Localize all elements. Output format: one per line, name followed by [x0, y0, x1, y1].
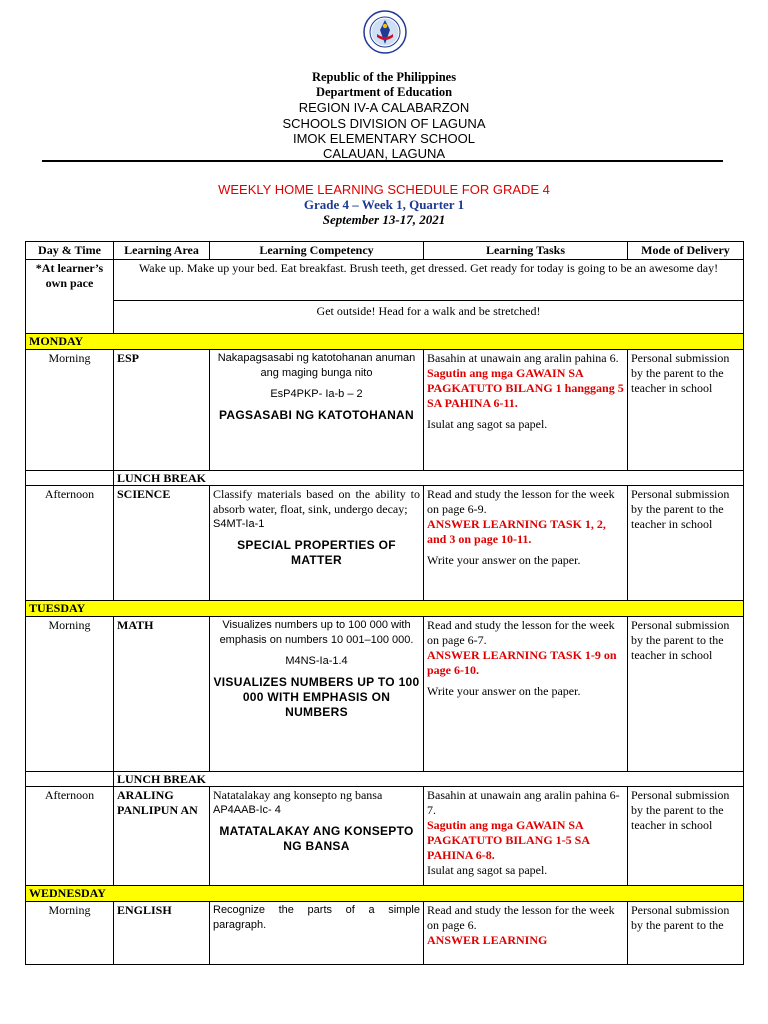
- area-cell: MATH: [114, 617, 210, 772]
- header-learning-competency: Learning Competency: [210, 242, 424, 260]
- competency-title: MATATALAKAY ANG KONSEPTO NG BANSA: [219, 824, 414, 853]
- time-cell: Morning: [26, 350, 114, 471]
- task-answer: ANSWER LEARNING TASK 1, 2, and 3 on page 10-11.: [427, 517, 606, 546]
- task-write: Write your answer on the paper.: [427, 684, 581, 698]
- competency-cell: [210, 617, 424, 772]
- pace-task-morning: Wake up. Make up your bed. Eat breakfast. Brush teeth, get dressed. Get ready for today is going to be an awesome day!: [114, 260, 744, 301]
- competency-title: VISUALIZES NUMBERS UP TO 100 000 WITH EMPHASIS ON NUMBERS: [213, 675, 420, 719]
- area-cell: ENGLISH: [114, 902, 210, 965]
- header-learning-area: Learning Area: [114, 242, 210, 260]
- table-header-row: [26, 242, 744, 260]
- task-write: Isulat ang sagot sa papel.: [427, 863, 548, 877]
- competency-code: M4NS-Ia-1.4: [285, 655, 348, 667]
- competency-code: S4MT-Ia-1: [213, 518, 265, 530]
- header-school: IMOK ELEMENTARY SCHOOL: [292, 131, 476, 146]
- time-cell: Afternoon: [26, 486, 114, 601]
- header-location: CALAUAN, LAGUNA: [322, 146, 446, 161]
- pace-task-outside: Get outside! Head for a walk and be stretched!: [114, 301, 744, 334]
- lunch-break-row: [26, 471, 744, 486]
- area-cell: ARALING PANLIPUN AN: [114, 787, 210, 886]
- day-row-monday: [26, 334, 744, 350]
- day-label-wednesday: WEDNESDAY: [26, 886, 744, 902]
- schedule-title: WEEKLY HOME LEARNING SCHEDULE FOR GRADE 4: [218, 182, 550, 197]
- header-learning-tasks: Learning Tasks: [424, 242, 628, 260]
- day-label-tuesday: TUESDAY: [26, 601, 744, 617]
- time-cell: Morning: [26, 617, 114, 772]
- tasks-cell: [424, 617, 628, 772]
- task-read: Read and study the lesson for the week on page 6-9.: [427, 487, 615, 516]
- lunch-break-label: LUNCH BREAK: [114, 471, 744, 486]
- mode-cell: Personal submission by the parent to the teacher in school: [628, 486, 744, 601]
- day-row-tuesday: [26, 601, 744, 617]
- header-department: Department of Education: [315, 85, 453, 99]
- day-row-wednesday: [26, 886, 744, 902]
- task-answer: Sagutin ang mga GAWAIN SA PAGKATUTO BILANG 1 hanggang 5 SA PAHINA 6-11.: [427, 366, 624, 410]
- competency-cell: [210, 787, 424, 886]
- task-answer: ANSWER LEARNING TASK 1-9 on page 6-10.: [427, 648, 617, 677]
- tasks-cell: [424, 787, 628, 886]
- tasks-cell: [424, 902, 628, 965]
- mode-cell: Personal submission by the parent to the teacher in school: [628, 787, 744, 886]
- header-republic: Republic of the Philippines: [311, 70, 457, 84]
- schedule-table: [25, 241, 744, 965]
- competency-cell: [210, 902, 424, 965]
- competency-cell: [210, 350, 424, 471]
- table-row: [26, 787, 744, 886]
- competency-code: AP4AAB-Ic- 4: [213, 804, 281, 816]
- table-row: [26, 902, 744, 965]
- mode-cell: Personal submission by the parent to the: [628, 902, 744, 965]
- task-read: Read and study the lesson for the week on page 6-7.: [427, 618, 615, 647]
- time-cell: Afternoon: [26, 787, 114, 886]
- competency-text: Classify materials based on the ability to absorb water, float, sink, undergo decay;: [213, 487, 420, 516]
- competency-title: PAGSASABI NG KATOTOHANAN: [219, 408, 414, 422]
- competency-cell: [210, 486, 424, 601]
- competency-code: EsP4PKP- Ia-b – 2: [270, 388, 363, 400]
- day-label-monday: MONDAY: [26, 334, 744, 350]
- table-row: [26, 350, 744, 471]
- lunch-break-label: LUNCH BREAK: [114, 772, 744, 787]
- deped-seal-logo: [363, 10, 407, 54]
- mode-cell: Personal submission by the parent to the teacher in school: [628, 617, 744, 772]
- header-mode-of-delivery: Mode of Delivery: [628, 242, 744, 260]
- table-row: [26, 486, 744, 601]
- mode-cell: Personal submission by the parent to the teacher in school: [628, 350, 744, 471]
- lunch-break-row: [26, 772, 744, 787]
- grade-week-subtitle: Grade 4 – Week 1, Quarter 1: [303, 197, 465, 212]
- time-cell: Morning: [26, 902, 114, 965]
- task-answer: Sagutin ang mga GAWAIN SA PAGKATUTO BILANG 1-5 SA PAHINA 6-8.: [427, 818, 590, 862]
- task-read: Read and study the lesson for the week on page 6.: [427, 903, 615, 932]
- task-read: Basahin at unawain ang aralin pahina 6-7.: [427, 788, 620, 817]
- header-day-time: Day & Time: [26, 242, 114, 260]
- tasks-cell: [424, 486, 628, 601]
- task-read: Basahin at unawain ang aralin pahina 6.: [427, 351, 619, 365]
- area-cell: SCIENCE: [114, 486, 210, 601]
- table-row: [26, 617, 744, 772]
- table-row: [26, 260, 744, 301]
- competency-text: Recognize the parts of a simple paragraph.: [213, 904, 420, 931]
- pace-label: *At learner’s own pace: [26, 260, 114, 334]
- table-row: [26, 301, 744, 334]
- competency-text: Natatalakay ang konsepto ng bansa: [213, 788, 383, 802]
- tasks-cell: [424, 350, 628, 471]
- competency-text: Visualizes numbers up to 100 000 with emphasis on numbers 10 001–100 000.: [219, 619, 414, 646]
- area-cell: ESP: [114, 350, 210, 471]
- task-write: Write your answer on the paper.: [427, 553, 581, 567]
- header-divider: [42, 160, 723, 162]
- header-division: SCHOOLS DIVISION OF LAGUNA: [282, 116, 486, 131]
- task-write: Isulat ang sagot sa papel.: [427, 417, 548, 431]
- schedule-date: September 13-17, 2021: [322, 212, 446, 227]
- competency-text: Nakapagsasabi ng katotohanan anuman ang maging bunga nito: [217, 352, 416, 379]
- competency-title: SPECIAL PROPERTIES OF MATTER: [237, 538, 396, 567]
- header-region: REGION IV-A CALABARZON: [298, 100, 470, 115]
- task-answer: ANSWER LEARNING: [427, 933, 548, 947]
